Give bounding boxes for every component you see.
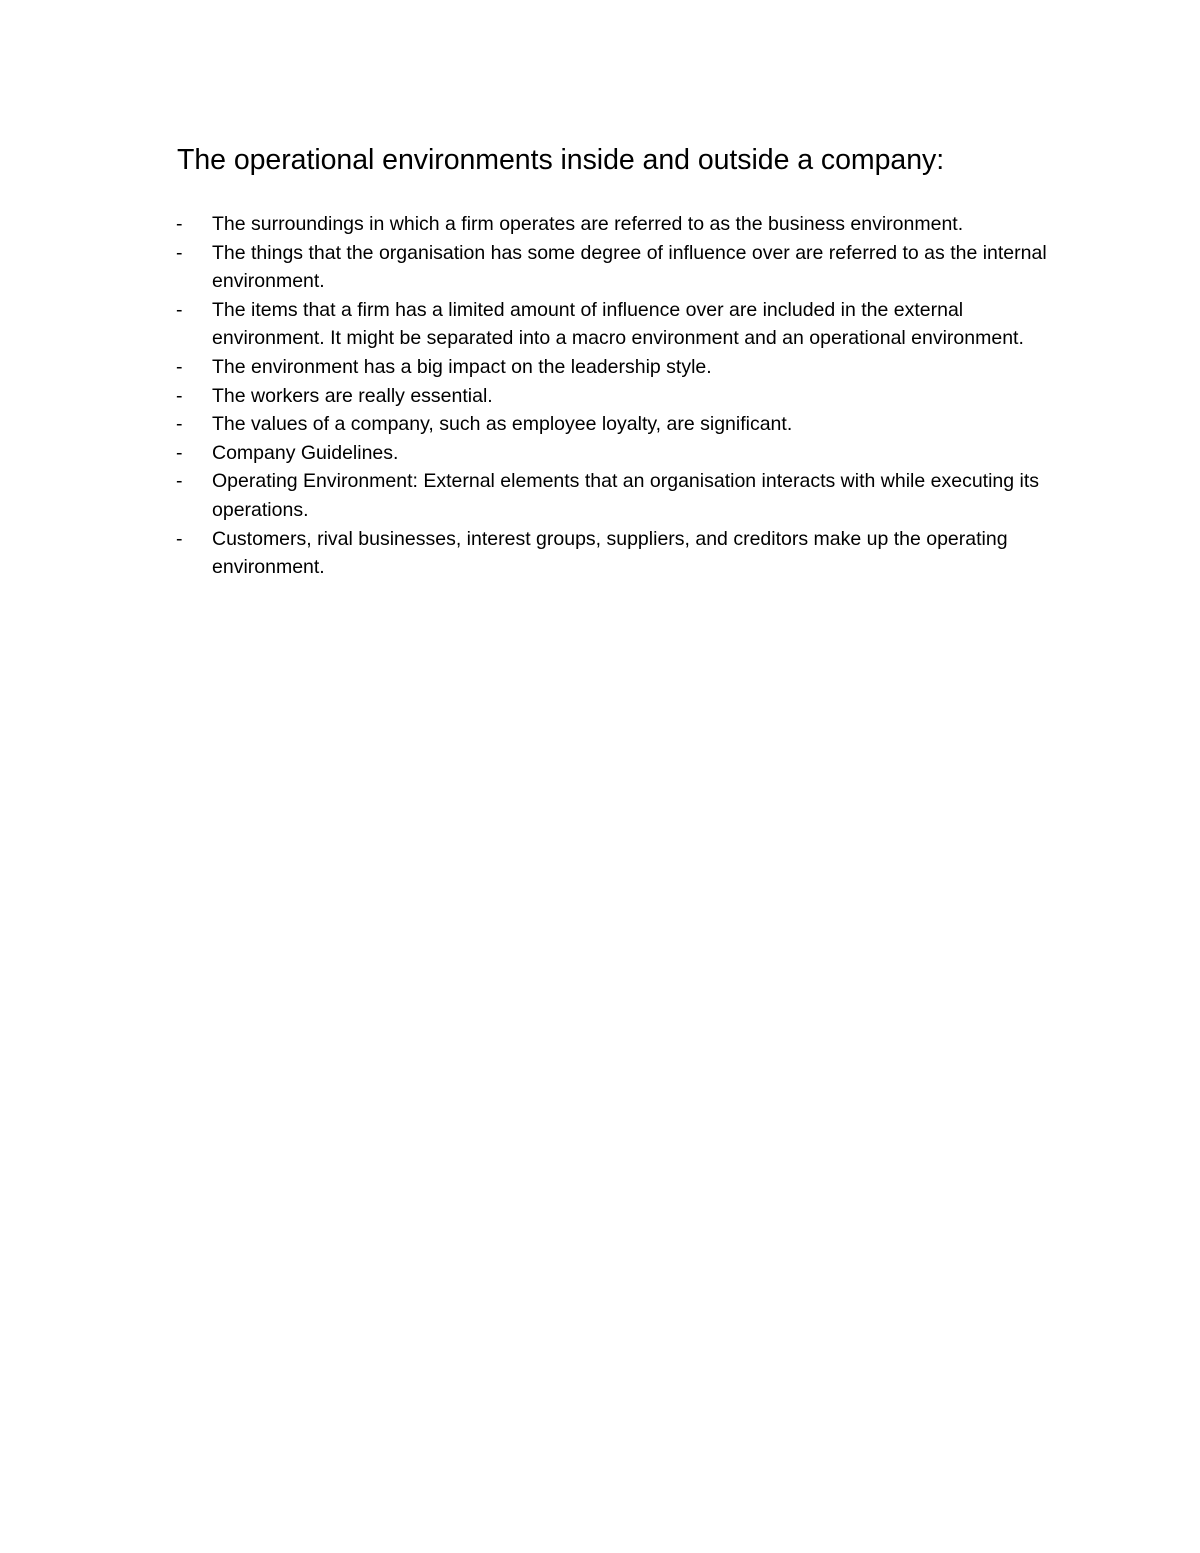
list-item-text: The things that the organisation has some degree of influence over are referred to as the internal environment. (212, 241, 1047, 293)
dash-bullet-icon: - (176, 527, 183, 550)
dash-bullet-icon: - (176, 441, 183, 464)
list-item-text: The surroundings in which a firm operates are referred to as the business environment. (212, 213, 964, 235)
list-item (176, 439, 1076, 468)
list-item-text: The workers are really essential. (212, 384, 493, 407)
list-item-text: The values of a company, such as employee loyalty, are significant. (212, 413, 793, 436)
list-item (176, 382, 1076, 411)
page-title: The operational environments inside and outside a company: (177, 144, 945, 176)
dash-bullet-icon: - (176, 241, 183, 264)
bullet-list (176, 210, 1076, 582)
list-item (176, 296, 1076, 353)
list-item-text: Customers, rival businesses, interest groups, suppliers, and creditors make up the operating environment. (212, 527, 1008, 579)
dash-bullet-icon: - (176, 384, 183, 407)
dash-bullet-icon: - (176, 298, 183, 321)
dash-bullet-icon: - (176, 355, 183, 378)
list-item (176, 410, 1076, 439)
dash-bullet-icon: - (176, 413, 183, 436)
list-item-text: The environment has a big impact on the leadership style. (212, 355, 712, 378)
list-item-text: Operating Environment: External elements that an organisation interacts with while executing its operations. (212, 470, 1040, 521)
list-item-text: Company Guidelines. (212, 441, 399, 464)
list-item (176, 467, 1076, 524)
dash-bullet-icon: - (176, 213, 183, 235)
list-item-text: The items that a firm has a limited amount of influence over are included in the external environment. It might be separated into a macro environment and an operational environment. (212, 298, 1024, 350)
list-item (176, 239, 1076, 296)
list-item (176, 353, 1076, 382)
list-item (176, 525, 1076, 582)
dash-bullet-icon: - (176, 470, 183, 493)
list-item (176, 210, 1076, 239)
